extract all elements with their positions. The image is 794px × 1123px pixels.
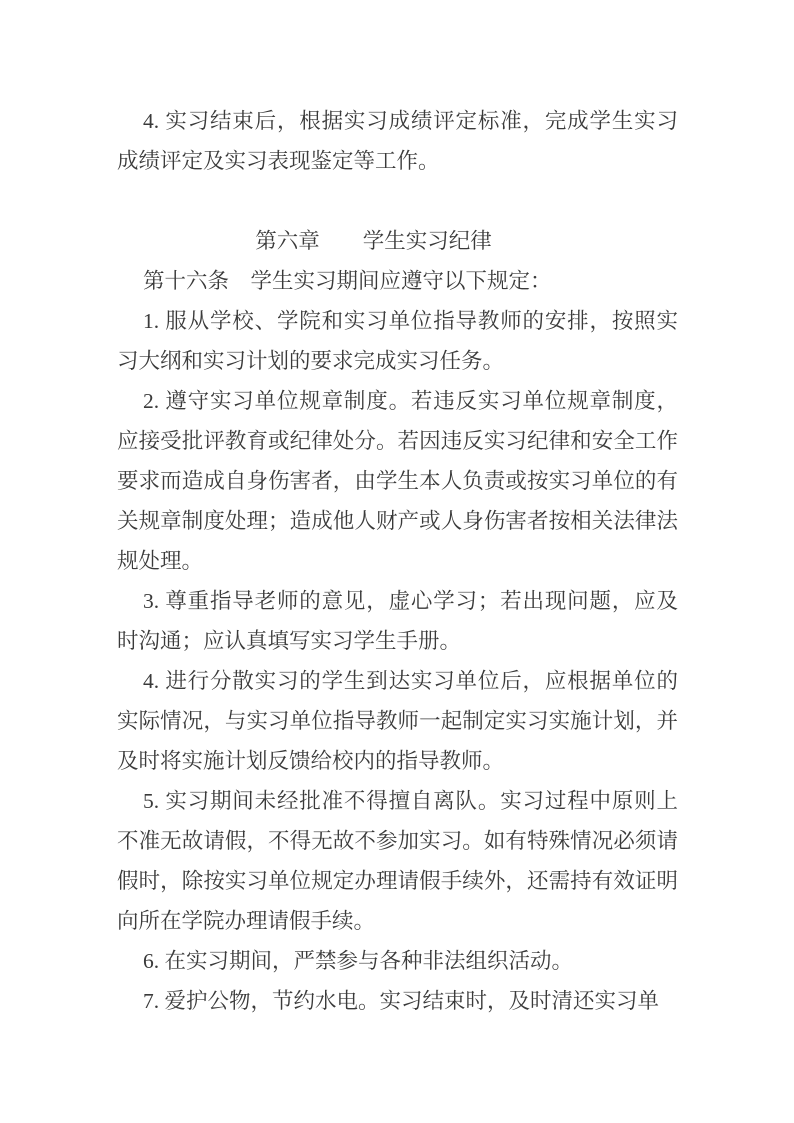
rule-item-7-continues-next-page: 7. 爱护公物，节约水电。实习结束时，及时清还实习单 [143,989,660,1013]
rule-item-4: 4. 进行分散实习的学生到达实习单位后，应根据单位的实际情况，与实习单位指导教师一起制定实习实施计划，并及时将实施计划反馈给校内的指导教师。 [117,669,678,773]
rule-item-3: 3. 尊重指导老师的意见，虚心学习；若出现问题，应及时沟通；应认真填写实习学生手册。 [117,589,678,653]
article-16-lead-line: 第十六条 学生实习期间应遵守以下规定： [143,269,552,293]
rule-item-2: 2. 遵守实习单位规章制度。若违反实习单位规章制度，应接受批评教育或纪律处分。若因违反实习纪律和安全工作要求而造成自身伤害者，由学生本人负责或按实习单位的有关规章制度处理；造成他人财产或人身伤害者按相关法律法规处理。 [117,389,678,573]
document-body [117,101,678,1021]
rule-item-6: 6. 在实习期间，严禁参与各种非法组织活动。 [143,949,574,973]
chapter-heading: 第六章 学生实习纪律 [255,229,492,253]
paragraph-item4-previous-chapter: 4. 实习结束后，根据实习成绩评定标准，完成学生实习成绩评定及实习表现鉴定等工作。 [117,109,678,173]
blank-line-spacer [117,181,678,221]
rule-item-1: 1. 服从学校、学院和实习单位指导教师的安排，按照实习大纲和实习计划的要求完成实习任务。 [117,309,678,373]
rule-item-5: 5. 实习期间未经批准不得擅自离队。实习过程中原则上不准无故请假，不得无故不参加实习。如有特殊情况必须请假时，除按实习单位规定办理请假手续外，还需持有效证明向所在学院办理请假手续。 [117,789,678,933]
